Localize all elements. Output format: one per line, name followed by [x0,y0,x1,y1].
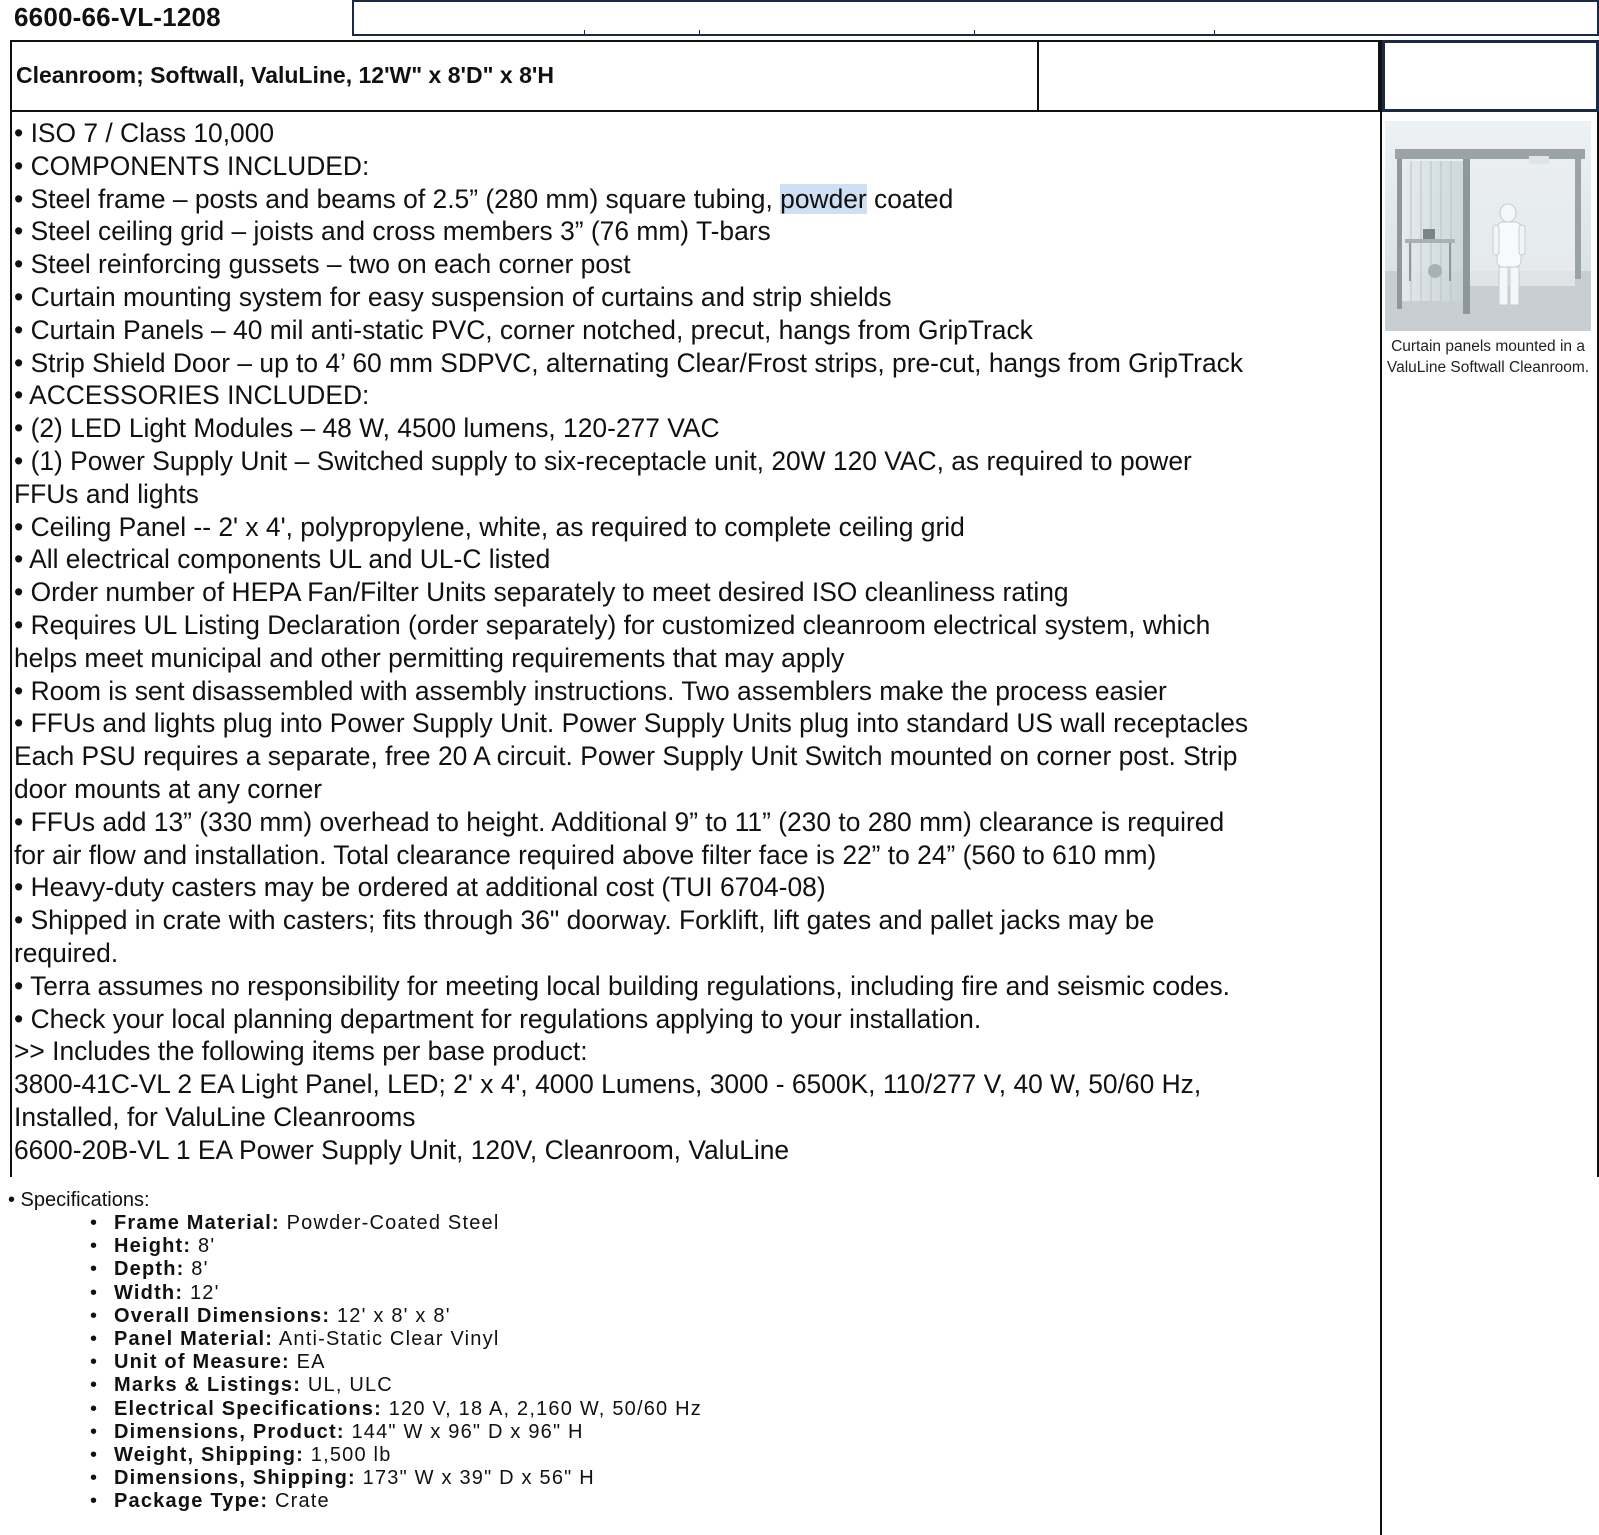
feature-list [14,117,1376,1167]
spec-item: • Package Type: Crate [90,1490,330,1513]
feature-line: • COMPONENTS INCLUDED: [14,150,370,181]
feature-line: • Steel frame – posts and beams of 2.5” (280 mm) square tubing, powder coated [14,183,954,214]
feature-line: door mounts at any corner [14,773,323,804]
spec-item: • Unit of Measure: EA [90,1351,326,1374]
feature-line: • Ceiling Panel -- 2' x 4', polypropylene, white, as required to complete ceiling grid [14,511,965,542]
product-title: Cleanroom; Softwall, ValuLine, 12'W" x 8'D" x 8'H [16,62,554,88]
spec-item: • Height: 8' [90,1235,216,1258]
spec-item: • Frame Material: Powder-Coated Steel [90,1212,500,1234]
feature-line: • Strip Shield Door – up to 4’ 60 mm SDPVC, alternating Clear/Frost strips, pre-cut, hangs from GripTrack [14,347,1244,378]
feature-line: • (1) Power Supply Unit – Switched supply to six-receptacle unit, 20W 120 VAC, as required to power [14,445,1192,476]
feature-line: helps meet municipal and other permitting requirements that may apply [14,642,845,673]
title-divider [1037,40,1039,112]
spec-item: • Dimensions, Product: 144" W x 96" D x 96" H [90,1420,584,1443]
feature-line: • All electrical components UL and UL-C listed [14,544,551,575]
spec-item: • Weight, Shipping: 1,500 lb [90,1444,392,1467]
feature-line: • Heavy-duty casters may be ordered at additional cost (TUI 6704-08) [14,872,826,903]
spec-item: • Dimensions, Shipping: 173" W x 39" D x 56" H [90,1467,595,1490]
feature-line: • Steel reinforcing gussets – two on each corner post [14,249,631,280]
part-number-field-bar [352,0,1599,36]
feature-line: • Curtain Panels – 40 mil anti-static PVC, corner notched, precut, hangs from GripTrack [14,314,1033,345]
cleanroom-photo [1385,121,1591,331]
spec-item: • Overall Dimensions: 12' x 8' x 8' [90,1304,451,1327]
selected-text-highlight[interactable]: powder [780,183,867,214]
feature-line: • Terra assumes no responsibility for meeting local building regulations, including fire and seismic codes. [14,970,1231,1001]
feature-line: • Steel ceiling grid – joists and cross members 3” (76 mm) T-bars [14,216,771,247]
included-item-line: 6600-20B-VL 1 EA Power Supply Unit, 120V, Cleanroom, ValuLine [14,1134,790,1165]
feature-line: • FFUs and lights plug into Power Supply Unit. Power Supply Units plug into standard US wall receptacles [14,708,1249,739]
feature-line: Each PSU requires a separate, free 20 A circuit. Power Supply Unit Switch mounted on corner post. Strip [14,741,1238,772]
spec-item: • Electrical Specifications: 120 V, 18 A, 2,160 W, 50/60 Hz [90,1397,702,1420]
main-right-border [1380,40,1382,1535]
feature-line: • Room is sent disassembled with assembly instructions. Two assemblers make the process easier [14,675,1167,706]
feature-line: • (2) LED Light Modules – 48 W, 4500 lumens, 120-277 VAC [14,413,720,444]
included-item-line: Installed, for ValuLine Cleanrooms [14,1101,416,1132]
spec-item: • Depth: 8' [90,1258,209,1281]
specifications-list [90,1212,702,1514]
part-number: 6600-66-VL-1208 [14,2,221,32]
feature-line: • Shipped in crate with casters; fits through 36" doorway. Forklift, lift gates and pallet jacks may be [14,905,1155,936]
specifications-heading: • Specifications: [8,1189,150,1211]
feature-line: required. [14,937,119,968]
main-left-border [10,112,12,1177]
feature-line: • Order number of HEPA Fan/Filter Units separately to meet desired ISO cleanliness rating [14,577,1069,608]
feature-line: • Check your local planning department for regulations applying to your installation. [14,1003,982,1034]
spec-item: • Panel Material: Anti-Static Clear Vinyl [90,1328,500,1351]
feature-line: • ISO 7 / Class 10,000 [14,118,275,148]
feature-line: • Curtain mounting system for easy suspension of curtains and strip shields [14,281,892,312]
feature-line: FFUs and lights [14,478,199,509]
feature-line: • Requires UL Listing Declaration (order separately) for customized cleanroom electrical system, which [14,609,1211,640]
feature-line: >> Includes the following items per base product: [14,1036,588,1067]
spec-item: • Marks & Listings: UL, ULC [90,1374,393,1397]
photo-caption: Curtain panels mounted in a ValuLine Softwall Cleanroom. [1386,338,1590,376]
feature-line: • ACCESSORIES INCLUDED: [14,380,370,411]
included-item-line: 3800-41C-VL 2 EA Light Panel, LED; 2' x 4', 4000 Lumens, 3000 - 6500K, 110/277 V, 40 W, 50/60 Hz, [14,1069,1202,1100]
spec-item: • Width: 12' [90,1281,220,1304]
feature-line: • FFUs add 13” (330 mm) overhead to height. Additional 9” to 11” (230 to 280 mm) clearance is required [14,806,1225,837]
feature-line: for air flow and installation. Total clearance required above filter face is 22” to 24” (560 to 610 mm) [14,839,1157,870]
image-header-box [1382,40,1599,112]
